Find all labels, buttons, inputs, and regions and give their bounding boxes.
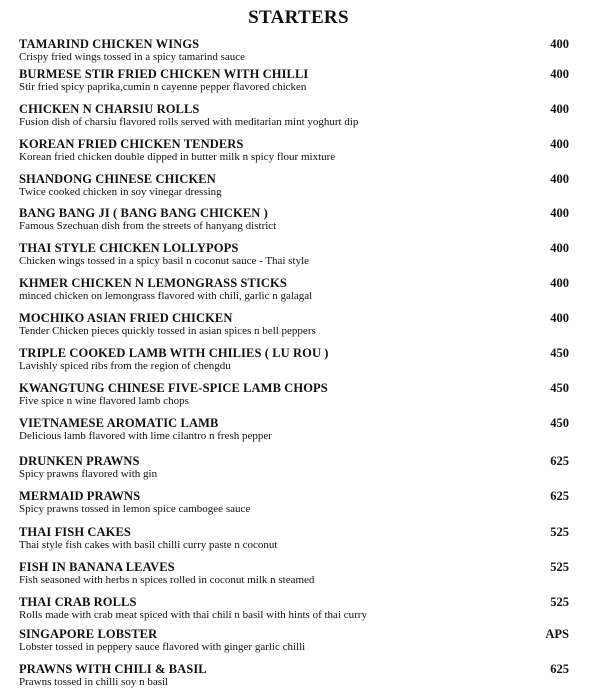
item-price: 400 <box>550 37 569 51</box>
menu-item <box>19 102 579 136</box>
item-description: Fusion dish of charsiu flavored rolls served with meditarian mint yoghurt dip <box>19 116 359 128</box>
item-description: Prawns tossed in chilli soy n basil <box>19 676 169 688</box>
item-name: THAI STYLE CHICKEN LOLLYPOPS <box>19 241 239 255</box>
item-description: Fish seasoned with herbs n spices rolled in coconut milk n steamed <box>19 574 315 586</box>
item-description: Thai style fish cakes with basil chilli curry paste n coconut <box>19 539 278 551</box>
item-price: APS <box>545 627 569 641</box>
menu-item <box>19 381 579 415</box>
item-name: DRUNKEN PRAWNS <box>19 454 140 468</box>
item-name: KWANGTUNG CHINESE FIVE-SPICE LAMB CHOPS <box>19 381 328 395</box>
item-name: TAMARIND CHICKEN WINGS <box>19 37 200 51</box>
item-price: 625 <box>550 662 569 676</box>
menu-item <box>19 525 579 559</box>
item-name: CHICKEN N CHARSIU ROLLS <box>19 102 200 116</box>
item-name: TRIPLE COOKED LAMB WITH CHILIES ( LU ROU ) <box>19 346 329 360</box>
menu-item <box>19 489 579 523</box>
item-price: 525 <box>550 560 569 574</box>
item-description: Korean fried chicken double dipped in butter milk n spicy flour mixture <box>19 151 336 163</box>
item-price: 625 <box>550 489 569 503</box>
item-price: 400 <box>550 172 569 186</box>
menu-item <box>19 595 579 629</box>
item-price: 525 <box>550 595 569 609</box>
item-price: 625 <box>550 454 569 468</box>
item-description: Stir fried spicy paprika,cumin n cayenne pepper flavored chicken <box>19 81 307 93</box>
item-price: 450 <box>550 381 569 395</box>
item-description: Tender Chicken pieces quickly tossed in asian spices n bell peppers <box>19 325 316 337</box>
item-name: BANG BANG JI ( BANG BANG CHICKEN ) <box>19 206 268 220</box>
item-name: BURMESE STIR FRIED CHICKEN WITH CHILLI <box>19 67 309 81</box>
item-description: Spicy prawns flavored with gin <box>19 468 158 480</box>
menu-item <box>19 454 579 488</box>
item-description: Twice cooked chicken in soy vinegar dressing <box>19 186 222 198</box>
item-price: 400 <box>550 102 569 116</box>
menu-item <box>19 311 579 345</box>
item-name: MERMAID PRAWNS <box>19 489 141 503</box>
menu-item <box>19 206 579 240</box>
menu-item <box>19 346 579 380</box>
item-price: 400 <box>550 276 569 290</box>
menu-item <box>19 560 579 594</box>
menu-item <box>19 627 579 661</box>
item-price: 400 <box>550 206 569 220</box>
menu-item <box>19 67 579 101</box>
item-name: SHANDONG CHINESE CHICKEN <box>19 172 216 186</box>
item-description: Chicken wings tossed in a spicy basil n coconut sauce - Thai style <box>19 255 310 267</box>
item-name: FISH IN BANANA LEAVES <box>19 560 175 574</box>
item-price: 450 <box>550 346 569 360</box>
menu-item <box>19 662 579 696</box>
menu-item <box>19 137 579 171</box>
item-description: Spicy prawns tossed in lemon spice cambogee sauce <box>19 503 251 515</box>
item-description: Rolls made with crab meat spiced with thai chili n basil with hints of thai curry <box>19 609 367 621</box>
item-price: 525 <box>550 525 569 539</box>
item-name: THAI CRAB ROLLS <box>19 595 137 609</box>
item-name: KHMER CHICKEN N LEMONGRASS STICKS <box>19 276 287 290</box>
item-description: Famous Szechuan dish from the streets of hanyang district <box>19 220 277 232</box>
item-description: Lavishly spiced ribs from the region of chengdu <box>19 360 231 372</box>
item-price: 450 <box>550 416 569 430</box>
menu-item <box>19 172 579 206</box>
menu-item <box>19 241 579 275</box>
item-name: MOCHIKO ASIAN FRIED CHICKEN <box>19 311 233 325</box>
item-description: Lobster tossed in peppery sauce flavored with ginger garlic chilli <box>19 641 306 653</box>
item-name: THAI FISH CAKES <box>19 525 131 539</box>
page-title: STARTERS <box>248 7 349 28</box>
item-name: SINGAPORE LOBSTER <box>19 627 158 641</box>
item-price: 400 <box>550 311 569 325</box>
item-description: Crispy fried wings tossed in a spicy tamarind sauce <box>19 51 246 63</box>
item-price: 400 <box>550 241 569 255</box>
item-description: Five spice n wine flavored lamb chops <box>19 395 189 407</box>
item-name: KOREAN FRIED CHICKEN TENDERS <box>19 137 244 151</box>
item-name: VIETNAMESE AROMATIC LAMB <box>19 416 219 430</box>
menu-item <box>19 276 579 310</box>
item-price: 400 <box>550 67 569 81</box>
item-description: Delicious lamb flavored with lime cilantro n fresh pepper <box>19 430 272 442</box>
item-name: PRAWNS WITH CHILI & BASIL <box>19 662 207 676</box>
item-price: 400 <box>550 137 569 151</box>
menu-item <box>19 37 579 71</box>
item-description: minced chicken on lemongrass flavored with chili, garlic n galagal <box>19 290 313 302</box>
menu-item <box>19 416 579 450</box>
